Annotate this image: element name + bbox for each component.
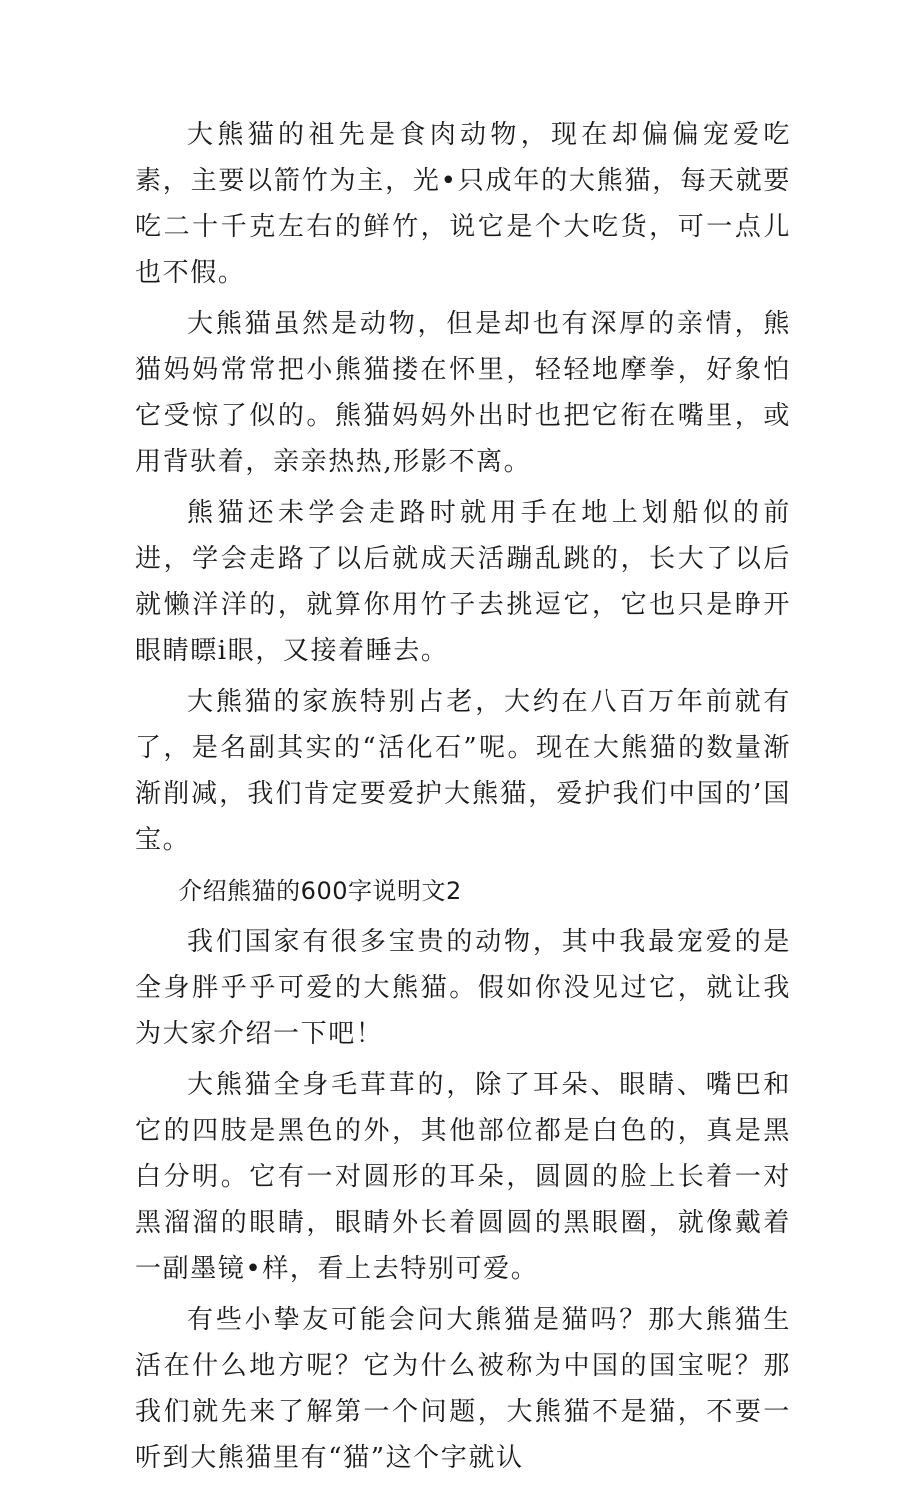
document-body <box>135 112 791 1486</box>
paragraph-questions: 有些小挚友可能会问大熊猫是猫吗？那大熊猫生活在什么地方呢？它为什么被称为中国的国宝呢？那我们就先来了解第一个问题，大熊猫不是猫，不要一听到大熊猫里有“猫”这个字就认 <box>135 1305 791 1473</box>
section-heading: 介绍熊猫的600字说明文2 <box>178 877 462 905</box>
paragraph-living-fossil: 大熊猫的家族特别占老，大约在八百万年前就有了，是名副其实的“活化石”呢。现在大熊猫的数量渐渐削减，我们肯定要爱护大熊猫，爱护我们中国的’国宝。 <box>135 687 791 855</box>
paragraph-appearance: 大熊猫全身毛茸茸的，除了耳朵、眼睛、嘴巴和它的四肢是黑色的外，其他部位都是白色的，真是黑白分明。它有一对圆形的耳朵，圆圆的脸上长着一对黑溜溜的眼睛，眼睛外长着圆圆的黑眼圈，就像戴着一副墨镜•样，看上去特别可爱。 <box>135 1070 791 1284</box>
paragraph-ancestors: 大熊猫的祖先是食肉动物，现在却偏偏宠爱吃素，主要以箭竹为主，光•只成年的大熊猫，每天就要吃二十千克左右的鲜竹，说它是个大吃货，可一点儿也不假。 <box>135 120 791 288</box>
paragraph-growing-up: 熊猫还未学会走路时就用手在地上划船似的前进，学会走路了以后就成天活蹦乱跳的，长大了以后就懒洋洋的，就算你用竹子去挑逗它，它也只是睁开眼睛瞟i眼，又接着睡去。 <box>135 498 791 666</box>
paragraph-introduction: 我们国家有很多宝贵的动物，其中我最宠爱的是全身胖乎乎可爱的大熊猫。假如你没见过它，就让我为大家介绍一下吧！ <box>135 927 791 1049</box>
paragraph-family-affection: 大熊猫虽然是动物，但是却也有深厚的亲情，熊猫妈妈常常把小熊猫搂在怀里，轻轻地摩拳，好象怕它受惊了似的。熊猫妈妈外出时也把它衔在嘴里，或用背驮着，亲亲热热,形影不离。 <box>135 309 791 477</box>
